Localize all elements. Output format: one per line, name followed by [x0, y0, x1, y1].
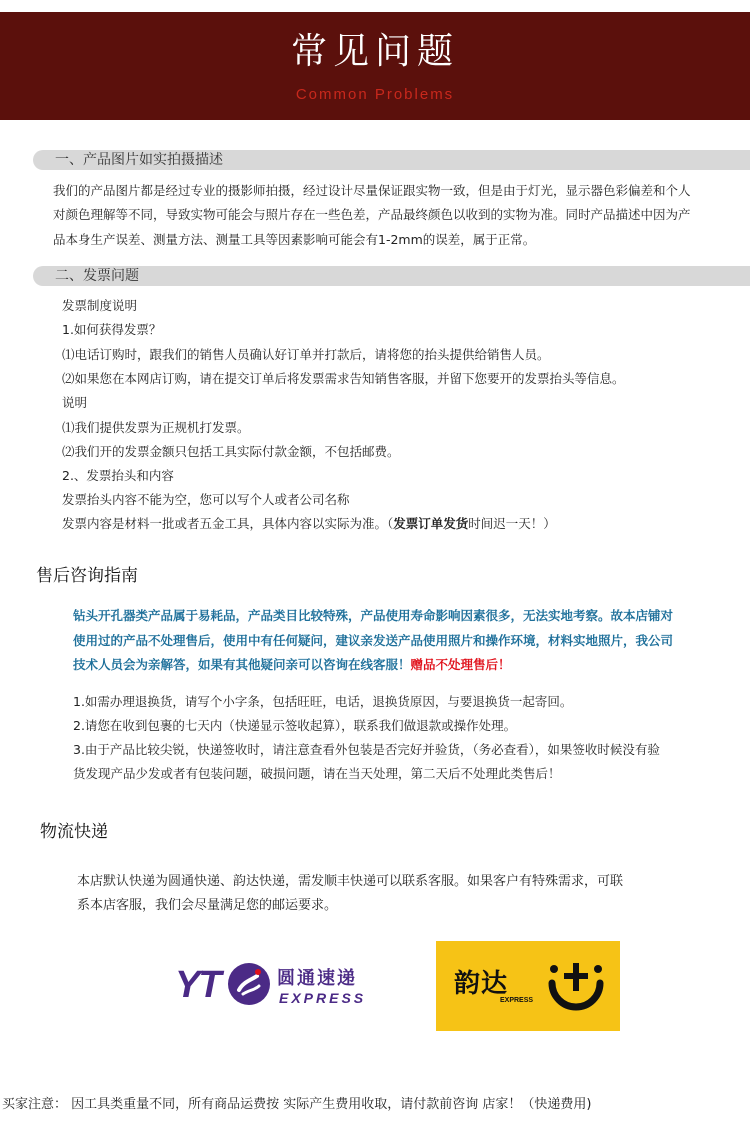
aftersale-heading: 售后咨询指南 — [36, 566, 138, 586]
logistics-heading: 物流快递 — [40, 822, 108, 842]
yto-chinese-name: 圆通速递 — [277, 968, 357, 988]
section-header-product-images — [33, 150, 750, 170]
section-title: 一、产品图片如实拍摄描述 — [55, 152, 223, 168]
aftersale-item-3: 3.由于产品比较尖锐，快递签收时，请注意查看外包装是否完好并验货，（务必查看），如果签收时候没有验 — [73, 742, 660, 757]
page-subtitle: Common Problems — [295, 86, 455, 103]
section1-line-1: 我们的产品图片都是经过专业的摄影师拍摄，经过设计尽量保证跟实物一致，但是由于灯光，显示器色彩偏差和个人 — [53, 183, 691, 198]
aftersale-policy-line-2: 使用过的产品不处理售后，使用中有任何疑问，建议亲发送产品使用照片和操作环境，材料实地照片，我公司 — [73, 633, 674, 648]
aftersale-policy-line-1: 钻头开孔器类产品属于易耗品，产品类目比较特殊，产品使用寿命影响因素很多，无法实地考察。故本店铺对 — [73, 608, 674, 623]
invoice-line-7: ⑵我们开的发票金额只包括工具实际付款金额，不包括邮费。 — [62, 444, 400, 459]
invoice-line-2: 1.如何获得发票？ — [62, 322, 162, 337]
invoice-line-9: 发票抬头内容不能为空，您可以写个人或者公司名称 — [62, 492, 350, 507]
page-title: 常见问题 — [290, 31, 459, 72]
yto-english-name: EXPRESS — [279, 990, 367, 1006]
invoice-note-suffix: 时间迟一天！） — [468, 516, 556, 531]
invoice-note-bold: 发票订单发货 — [393, 516, 469, 531]
footer-notice: 买家注意： 因工具类重量不同，所有商品运费按 实际产生费用收取，请付款前咨询 店家！（快递费用) — [2, 1097, 592, 1112]
aftersale-item-2: 2.请您在收到包裹的七天内（快递显示签收起算），联系我们做退款或操作处理。 — [73, 718, 517, 733]
yunda-express-logo — [436, 941, 620, 1031]
logistics-line-1: 本店默认快递为圆通快递、韵达快递，需发顺丰快递可以联系客服。如果客户有特殊需求，可联 — [77, 874, 624, 889]
aftersale-item-1: 1.如需办理退换货，请写个小字条，包括旺旺，电话，退换货原因，与要退换货一起寄回。 — [73, 694, 573, 709]
yto-letters: YT — [175, 964, 220, 1006]
aftersale-policy-text: 技术人员会为亲解答，如果有其他疑问亲可以咨询在线客服！ — [73, 657, 411, 672]
yunda-chinese-name: 韵达 — [454, 968, 509, 998]
invoice-line-5: 说明 — [62, 395, 88, 410]
invoice-line-3: ⑴电话订购时，跟我们的销售人员确认好订单并打款后，请将您的抬头提供给销售人员。 — [62, 347, 550, 362]
logistics-line-2: 系本店客服，我们会尽量满足您的邮运要求。 — [77, 898, 338, 913]
section1-line-2: 对颜色理解等不同，导致实物可能会与照片存在一些色差，产品最终颜色以收到的实物为准。同时产品描述中因为产 — [53, 207, 691, 222]
yto-express-logo — [175, 958, 385, 1018]
yunda-english-name: EXPRESS — [500, 997, 534, 1004]
section-title: 二、发票问题 — [55, 268, 139, 284]
yto-runner-icon — [225, 960, 273, 1008]
aftersale-item-4: 货发现产品少发或者有包装问题，破损问题，请在当天处理，第二天后不处理此类售后！ — [73, 766, 561, 781]
section-header-invoice — [33, 266, 750, 286]
aftersale-policy-line-3 — [73, 656, 511, 674]
invoice-line-8: 2.、发票抬头和内容 — [62, 468, 174, 483]
invoice-line-4: ⑵如果您在本网店订购，请在提交订单后将发票需求告知销售客服，并留下您要开的发票抬头等信息。 — [62, 371, 625, 386]
yunda-smile-icon — [546, 957, 606, 1013]
section1-line-3: 品本身生产误差、测量方法、测量工具等因素影响可能会有1-2mm的误差，属于正常。 — [53, 232, 536, 247]
invoice-line-10 — [62, 515, 556, 533]
invoice-line-6: ⑴我们提供发票为正规机打发票。 — [62, 420, 250, 435]
gift-no-aftersale-note: 赠品不处理售后！ — [410, 657, 511, 672]
invoice-line-1: 发票制度说明 — [62, 298, 138, 313]
invoice-note-text: 发票内容是材料一批或者五金工具，具体内容以实际为准。（ — [62, 516, 394, 531]
